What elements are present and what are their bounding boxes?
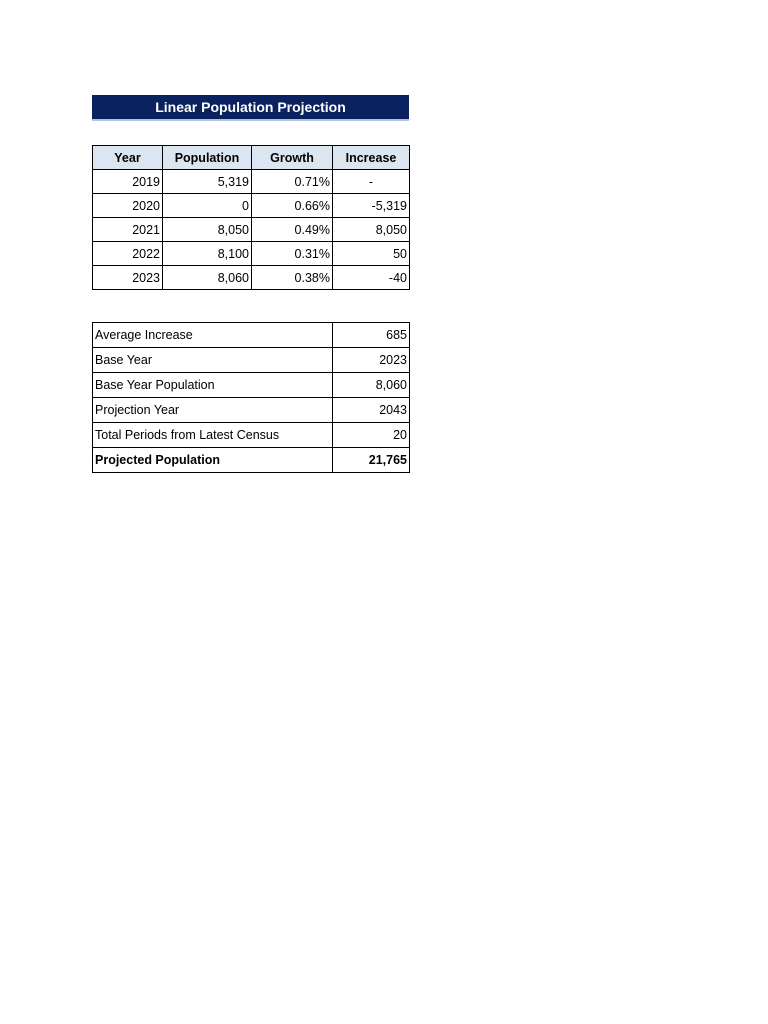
cell-population: 0 [163, 194, 252, 218]
cell-increase: 50 [333, 242, 410, 266]
table-row [93, 242, 410, 266]
table-row [93, 194, 410, 218]
summary-row-projection-year [93, 398, 410, 423]
cell-growth: 0.38% [252, 266, 333, 290]
cell-growth: 0.71% [252, 170, 333, 194]
summary-label: Base Year [93, 348, 333, 373]
cell-year: 2023 [93, 266, 163, 290]
summary-value: 8,060 [333, 373, 410, 398]
summary-label: Projection Year [93, 398, 333, 423]
summary-row-base-year [93, 348, 410, 373]
header-growth: Growth [252, 146, 333, 170]
summary-value: 2023 [333, 348, 410, 373]
cell-increase: - [333, 170, 410, 194]
summary-value: 20 [333, 423, 410, 448]
header-population: Population [163, 146, 252, 170]
cell-increase: -40 [333, 266, 410, 290]
summary-label: Total Periods from Latest Census [93, 423, 333, 448]
summary-row-total-periods [93, 423, 410, 448]
cell-year: 2022 [93, 242, 163, 266]
table-row [93, 266, 410, 290]
header-year: Year [93, 146, 163, 170]
cell-growth: 0.66% [252, 194, 333, 218]
summary-label: Base Year Population [93, 373, 333, 398]
summary-label: Projected Population [93, 448, 333, 473]
summary-row-projected-population [93, 448, 410, 473]
cell-increase: 8,050 [333, 218, 410, 242]
cell-year: 2021 [93, 218, 163, 242]
summary-value: 2043 [333, 398, 410, 423]
cell-growth: 0.31% [252, 242, 333, 266]
header-increase: Increase [333, 146, 410, 170]
cell-year: 2019 [93, 170, 163, 194]
summary-row-average-increase [93, 323, 410, 348]
table-row [93, 218, 410, 242]
cell-increase: -5,319 [333, 194, 410, 218]
summary-row-base-year-population [93, 373, 410, 398]
cell-year: 2020 [93, 194, 163, 218]
population-table [92, 145, 410, 290]
summary-value: 21,765 [333, 448, 410, 473]
summary-label: Average Increase [93, 323, 333, 348]
cell-population: 8,060 [163, 266, 252, 290]
summary-value: 685 [333, 323, 410, 348]
cell-population: 8,100 [163, 242, 252, 266]
cell-population: 5,319 [163, 170, 252, 194]
table-header-row [93, 146, 410, 170]
summary-table [92, 322, 410, 473]
table-row [93, 170, 410, 194]
cell-growth: 0.49% [252, 218, 333, 242]
cell-population: 8,050 [163, 218, 252, 242]
page-title: Linear Population Projection [92, 95, 409, 119]
